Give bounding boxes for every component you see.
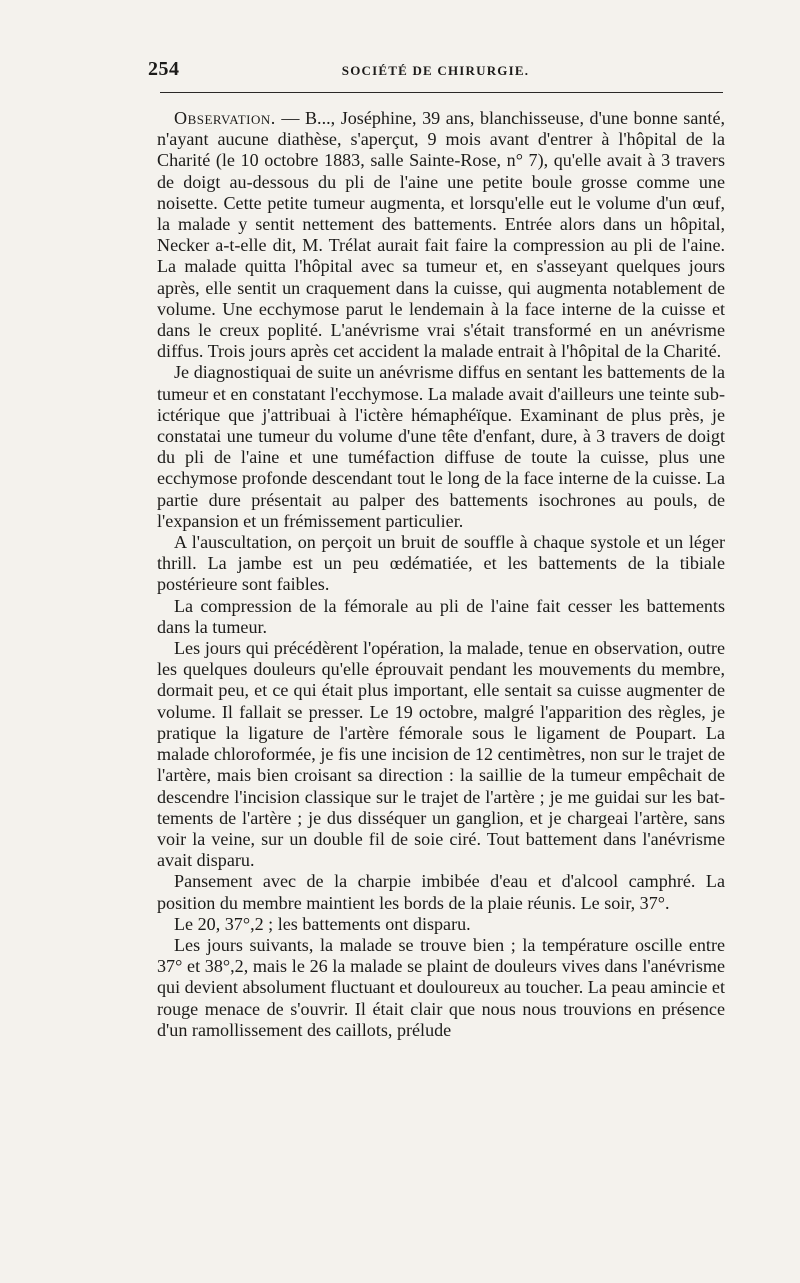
paragraph	[157, 596, 725, 638]
paragraph-text: — B..., Joséphine, 39 ans, blanchisseuse, d'une bonne santé, n'ayant aucune diathèse, s'aperçut, 9 mois avant d'entrer à l'hôpital de la Charité (le 10 octobre 1883, salle Sainte-Rose, n° 7), qu'elle avait à 3 travers de doigt au-dessous du pli de l'aine une petite boule grosse comme une noisette. Cette petite tumeur augmenta, et lorsqu'elle eut le volume d'un œuf, la malade y sentit nettement des battements. Entrée alors dans un hôpital, Necker a-t-elle dit, M. Trélat aurait fait faire la compression au pli de l'aine. La malade quitta l'hôpital avec sa tumeur et, en s'asseyant quelques jours après, elle sentit un craquement dans la cuisse, qui augmenta notablement de volume. Une ecchymose parut le lendemain à la face interne de la cuisse et dans le creux poplité. L'anévrisme vrai s'était transformé en un anévrisme diffus. Trois jours après cet accident la malade entrait à l'hôpital de la Charité.	[157, 108, 725, 362]
paragraph	[157, 362, 725, 532]
paragraph-text: A l'auscultation, on perçoit un bruit de souffle à chaque systole et un léger thrill. La jambe est un peu œdématiée, et les battements de la tibiale postérieure sont faibles.	[157, 532, 725, 595]
body-text	[157, 108, 725, 1041]
paragraph	[157, 914, 725, 935]
header-rule	[160, 92, 723, 93]
paragraph-text: La compression de la fémorale au pli de l'aine fait cesser les battements dans la tumeur.	[157, 595, 725, 637]
running-title: SOCIÉTÉ DE CHIRURGIE.	[341, 63, 530, 78]
paragraph-text: Les jours suivants, la malade se trouve bien ; la température oscille entre 37° et 38°,2, mais le 26 la malade se plaint de douleurs vives dans l'anévrisme qui devient absolument fluctuant et douloureux au toucher. La peau amincie et rouge menace de s'ouvrir. Il était clair que nous nous trouvions en présence d'un ramollissement des caillots, prélude	[157, 934, 725, 1040]
paragraph	[157, 935, 725, 1041]
paragraph-text: Le 20, 37°,2 ; les battements ont disparu.	[174, 913, 471, 934]
paragraph-observation	[157, 108, 725, 362]
paragraph	[157, 871, 725, 913]
page-number: 254	[148, 58, 180, 80]
paragraph	[157, 638, 725, 871]
paragraph	[157, 532, 725, 596]
observation-heading: Observation.	[174, 108, 276, 128]
paragraph-text: Les jours qui précédèrent l'opération, la malade, tenue en observation, outre les quelques douleurs qu'elle éprouvait pendant les mouvements du membre, dormait peu, et ce qui était plus important, elle sentait sa cuisse augmenter de volume. Il fallait se presser. Le 19 octobre, malgré l'apparition des règles, je pratique la ligature de l'artère fémorale sous le ligament de Poupart. La malade chloroformée, je fis une incision de 12 centimètres, non sur le trajet de l'artère, mais bien croisant sa direction : la saillie de la tumeur empêchait de descendre l'incision classique sur le trajet de l'artère ; je me guidai sur les battements de l'artère ; je dus disséquer un ganglion, et je chargeai l'artère, sans voir la veine, sur un double fil de soie ciré. Tout battement dans l'anévrisme avait disparu.	[157, 638, 725, 871]
paragraph-text: Je diagnostiquai de suite un anévrisme diffus en sentant les battements de la tumeur et en constatant l'ecchymose. La malade avait d'ailleurs une teinte sub-ictérique que j'attribuai à l'ictère hémaphéïque. Examinant de plus près, je constatai une tumeur du volume d'une tête d'enfant, dure, à 3 travers de doigt du pli de l'aine et une tuméfaction diffuse de toute la cuisse, plus une ecchymose profonde descendant tout le long de la face interne de la cuisse. La partie dure présentait au palper des battements isochrones au pouls, de l'expansion et un frémissement particulier.	[157, 362, 725, 531]
page-header	[148, 58, 723, 84]
paragraph-text: Pansement avec de la charpie imbibée d'eau et d'alcool camphré. La position du membre maintient les bords de la plaie réunis. Le soir, 37°.	[157, 871, 725, 913]
